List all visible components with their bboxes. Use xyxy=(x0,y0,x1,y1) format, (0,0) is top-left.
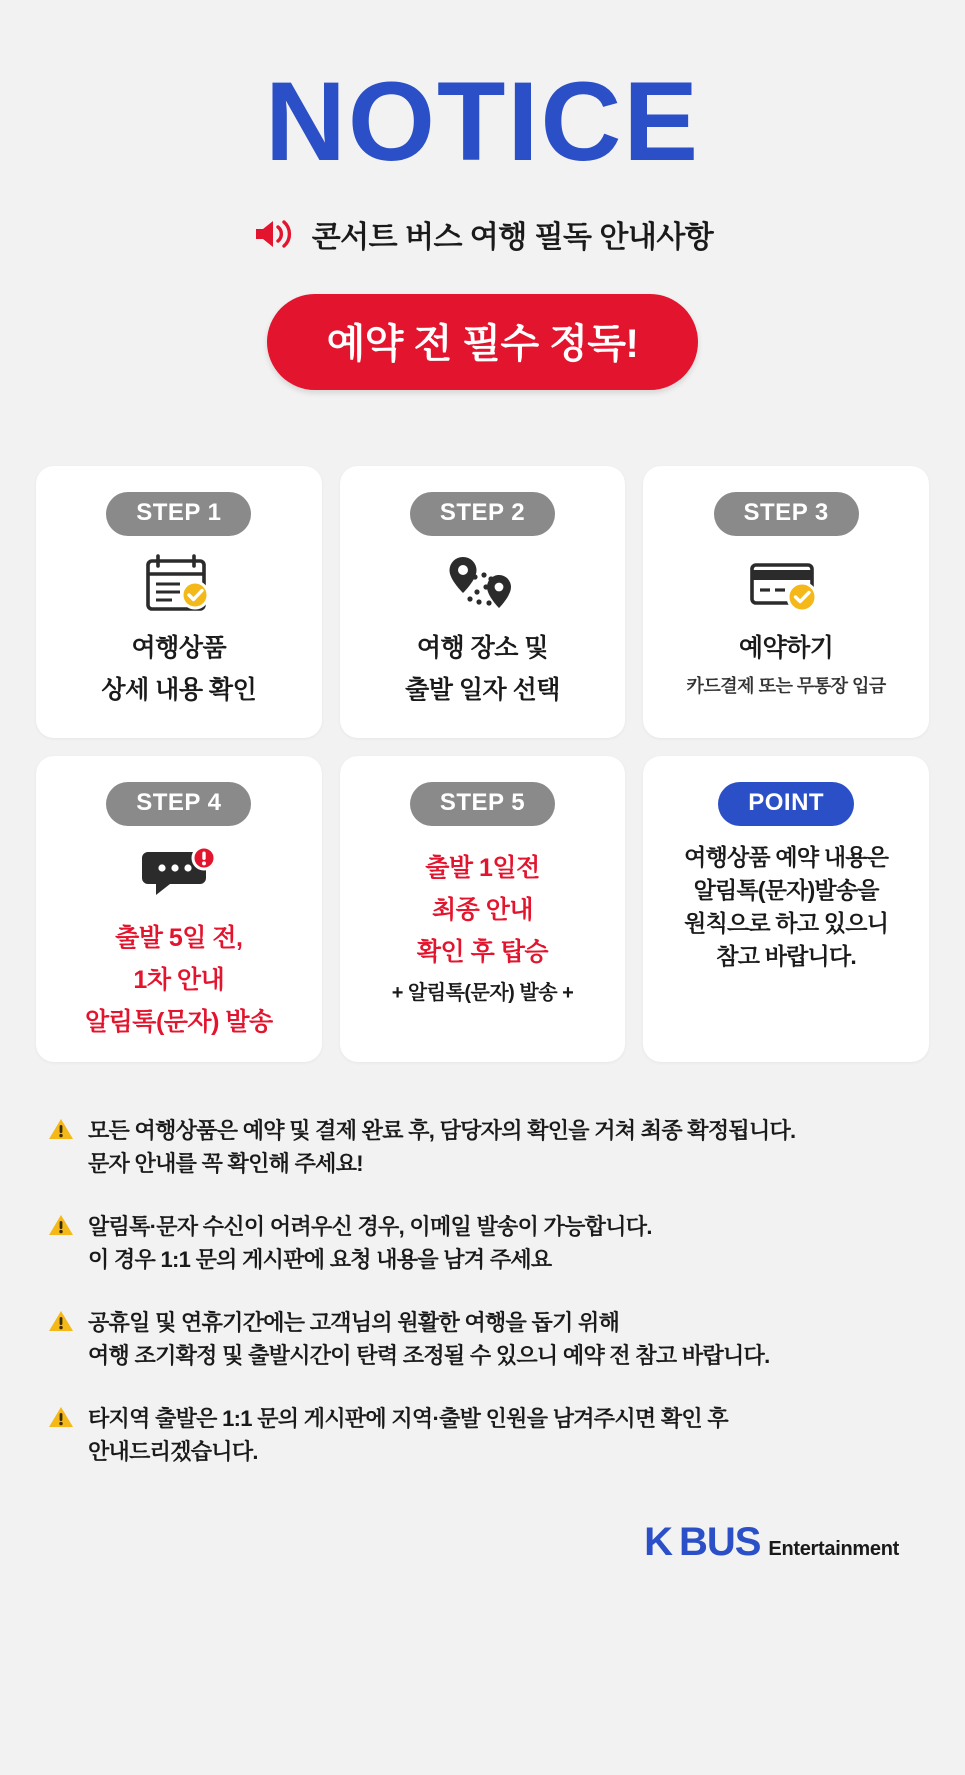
step-sub-5: + 알림톡(문자) 발송 + xyxy=(391,982,574,1004)
step-chip-3: STEP 3 xyxy=(714,492,859,536)
route-pin-icon xyxy=(439,548,525,622)
speaker-icon xyxy=(252,217,296,251)
status-badge: 예약 전 필수 정독! xyxy=(267,294,699,390)
note-line-1: 타지역 출발은 1:1 문의 게시판에 지역·출발 인원을 남겨주시면 확인 후 xyxy=(88,1406,728,1431)
note-item xyxy=(48,1402,917,1468)
logo-bus-text: BUS xyxy=(678,1520,761,1564)
notes-list xyxy=(36,1114,929,1468)
step-label-5-line1: 출발 1일전 xyxy=(425,854,540,882)
warning-icon xyxy=(48,1210,74,1276)
calendar-check-icon xyxy=(140,548,218,622)
warning-icon xyxy=(48,1402,74,1468)
note-item xyxy=(48,1114,917,1180)
point-text-line3: 원칙으로 하고 있으니 xyxy=(684,910,889,937)
warning-icon xyxy=(48,1114,74,1180)
warning-icon xyxy=(48,1306,74,1372)
step-chip-point: POINT xyxy=(718,782,854,826)
subtitle-row xyxy=(36,212,929,256)
credit-card-check-icon xyxy=(744,548,828,622)
note-line-2: 안내드리겠습니다. xyxy=(88,1439,258,1464)
logo-entertainment-text: Entertainment xyxy=(768,1538,899,1560)
note-line-2: 이 경우 1:1 문의 게시판에 요청 내용을 남겨 주세요 xyxy=(88,1247,552,1272)
point-text-line2: 알림톡(문자)발송을 xyxy=(693,877,879,904)
step-label-1-line2: 상세 내용 확인 xyxy=(101,676,257,704)
steps-grid xyxy=(36,466,929,1062)
point-text-line1: 여행상품 예약 내용은 xyxy=(684,844,889,870)
note-text xyxy=(88,1210,652,1276)
note-text xyxy=(88,1306,770,1372)
point-text-line4: 참고 바랍니다. xyxy=(716,943,856,970)
step-label-4-line3: 알림톡(문자) 발송 xyxy=(85,1008,273,1036)
note-line-1: 공휴일 및 연휴기간에는 고객님의 원활한 여행을 돕기 위해 xyxy=(88,1310,620,1335)
step-card-2 xyxy=(340,466,626,738)
step-label-1-line1: 여행상품 xyxy=(131,634,227,662)
step-card-1 xyxy=(36,466,322,738)
chat-alert-icon xyxy=(136,838,222,912)
step-label-4-line2: 1차 안내 xyxy=(133,966,225,994)
step-label-3-line1: 예약하기 xyxy=(738,634,834,662)
step-chip-2: STEP 2 xyxy=(410,492,555,536)
subtitle-text: 콘서트 버스 여행 필독 안내사항 xyxy=(311,221,714,254)
step-card-4 xyxy=(36,756,322,1062)
step-chip-5: STEP 5 xyxy=(410,782,555,826)
note-item xyxy=(48,1210,917,1276)
step-chip-4: STEP 4 xyxy=(106,782,251,826)
note-line-2: 여행 조기확정 및 출발시간이 탄력 조정될 수 있으니 예약 전 참고 바랍니다. xyxy=(88,1343,770,1368)
note-text xyxy=(88,1402,728,1468)
step-chip-1: STEP 1 xyxy=(106,492,251,536)
note-text xyxy=(88,1114,795,1180)
note-line-1: 알림톡·문자 수신이 어려우신 경우, 이메일 발송이 가능합니다. xyxy=(88,1214,652,1239)
page-title: NOTICE xyxy=(264,59,701,184)
footer-logo xyxy=(36,1498,929,1602)
step-card-3 xyxy=(643,466,929,738)
step-sub-3: 카드결제 또는 무통장 입금 xyxy=(686,676,886,696)
logo-k-text: K xyxy=(644,1520,671,1564)
badge-wrap xyxy=(36,294,929,390)
step-card-5 xyxy=(340,756,626,1062)
step-label-5-line3: 확인 후 탑승 xyxy=(416,938,549,966)
note-line-2: 문자 안내를 꼭 확인해 주세요! xyxy=(88,1151,363,1176)
note-line-1: 모든 여행상품은 예약 및 결제 완료 후, 담당자의 확인을 거쳐 최종 확정됩니다. xyxy=(88,1118,796,1143)
step-label-4-line1: 출발 5일 전, xyxy=(115,924,243,952)
step-card-point xyxy=(643,756,929,1062)
step-label-5-line2: 최종 안내 xyxy=(431,896,534,924)
step-label-2-line2: 출발 일자 선택 xyxy=(405,676,560,704)
note-item xyxy=(48,1306,917,1372)
step-label-2-line1: 여행 장소 및 xyxy=(416,634,549,662)
